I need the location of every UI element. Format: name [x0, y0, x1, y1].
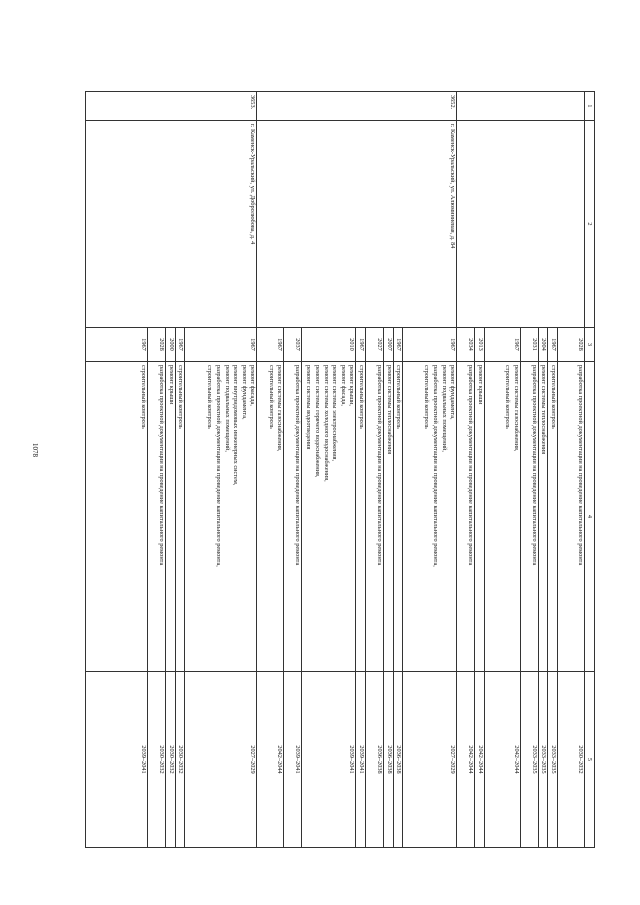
- row-number: [457, 92, 475, 121]
- row-address: [166, 121, 176, 328]
- row-address: [86, 121, 148, 328]
- table-row: [403, 92, 457, 848]
- row-period: 2042–2044: [257, 672, 284, 848]
- row-work: ремонт системы газоснабжения, строительный контроль: [257, 362, 284, 672]
- rotated-table-container: [85, 91, 595, 847]
- row-work: разработка проектной документации на проведение капитального ремонта: [520, 362, 538, 672]
- row-period: 2042–2044: [457, 672, 475, 848]
- row-year: 2031: [520, 328, 538, 362]
- row-work: разработка проектной документации на проведение капитального ремонта: [148, 362, 166, 672]
- row-address: [384, 121, 394, 328]
- row-year: 1967: [185, 328, 257, 362]
- row-address: [302, 121, 356, 328]
- row-number: [393, 92, 403, 121]
- row-number: [302, 92, 356, 121]
- row-number: 3652.: [403, 92, 457, 121]
- row-year: 1967: [484, 328, 520, 362]
- table-row: [393, 92, 403, 848]
- row-year: 2000: [166, 328, 176, 362]
- row-address: [356, 121, 366, 328]
- table-row: [366, 92, 384, 848]
- row-year: 2028: [148, 328, 166, 362]
- row-year: 1967: [356, 328, 366, 362]
- row-year: 1967: [548, 328, 558, 362]
- table-row: [148, 92, 166, 848]
- row-period: 2030–2032: [175, 672, 185, 848]
- row-number: [166, 92, 176, 121]
- header-col-3: 3: [585, 328, 595, 362]
- row-address: [520, 121, 538, 328]
- row-number: [520, 92, 538, 121]
- row-period: 2039–2041: [356, 672, 366, 848]
- row-work: ремонт системы газоснабжения, строительный контроль: [484, 362, 520, 672]
- row-work: ремонт крыши: [475, 362, 485, 672]
- row-period: 2036–2038: [393, 672, 403, 848]
- row-period: 2033–2035: [538, 672, 548, 848]
- row-period: 2039–2041: [86, 672, 148, 848]
- row-work: разработка проектной документации на проведение капитального ремонта: [558, 362, 585, 672]
- row-address: [558, 121, 585, 328]
- row-address: [148, 121, 166, 328]
- row-work: разработка проектной документации на проведение капитального ремонта: [284, 362, 302, 672]
- row-address: [257, 121, 284, 328]
- table-row: [384, 92, 394, 848]
- row-address: [175, 121, 185, 328]
- row-address: [538, 121, 548, 328]
- row-number: [366, 92, 384, 121]
- header-col-1: 1: [585, 92, 595, 121]
- row-number: [384, 92, 394, 121]
- row-work: строительный контроль: [86, 362, 148, 672]
- row-number: [148, 92, 166, 121]
- table-row: [257, 92, 284, 848]
- row-address: [366, 121, 384, 328]
- row-period: 2033–2035: [520, 672, 538, 848]
- table-row: [86, 92, 148, 848]
- table-row: [484, 92, 520, 848]
- row-address: [284, 121, 302, 328]
- row-period: 2027–2029: [403, 672, 457, 848]
- table-row: [475, 92, 485, 848]
- header-row: [585, 92, 595, 848]
- row-year: 2007: [384, 328, 394, 362]
- row-year: 2037: [284, 328, 302, 362]
- row-number: [356, 92, 366, 121]
- row-work: ремонт крыши: [166, 362, 176, 672]
- row-work: ремонт системы теплоснабжения: [384, 362, 394, 672]
- row-address: [393, 121, 403, 328]
- row-year: 2010: [302, 328, 356, 362]
- row-work: строительный контроль: [393, 362, 403, 672]
- row-number: [484, 92, 520, 121]
- header-col-4: 4: [585, 362, 595, 672]
- row-address: [484, 121, 520, 328]
- row-year: 1967: [175, 328, 185, 362]
- row-work: ремонт системы теплоснабжения: [538, 362, 548, 672]
- row-number: [558, 92, 585, 121]
- page-number: 1078: [31, 443, 39, 457]
- row-work: ремонт крыши, ремонт фасада, ремонт системы электроснабжения, ремонт системы холодного водоснабжения, ремонт системы горячего водоснабжения, ремонт системы водоотведения: [302, 362, 356, 672]
- table-row: [302, 92, 356, 848]
- row-period: 2039–2041: [302, 672, 356, 848]
- table-row: [457, 92, 475, 848]
- table-row: [175, 92, 185, 848]
- row-year: 2034: [457, 328, 475, 362]
- row-work: строительный контроль: [548, 362, 558, 672]
- table-row: [548, 92, 558, 848]
- row-number: [284, 92, 302, 121]
- row-number: [257, 92, 284, 121]
- row-year: 2028: [558, 328, 585, 362]
- row-period: 2030–2032: [558, 672, 585, 848]
- row-work: разработка проектной документации на проведение капитального ремонта: [366, 362, 384, 672]
- header-col-2: 2: [585, 121, 595, 328]
- row-work: строительный контроль: [356, 362, 366, 672]
- table-row: [520, 92, 538, 848]
- row-number: [86, 92, 148, 121]
- row-year: 2027: [366, 328, 384, 362]
- row-address: г. Каменск-Уральский, ул. Алюминиевая, д. 84: [403, 121, 457, 328]
- row-number: [175, 92, 185, 121]
- row-year: 2004: [538, 328, 548, 362]
- row-period: 2042–2044: [484, 672, 520, 848]
- row-year: 1967: [257, 328, 284, 362]
- row-number: [548, 92, 558, 121]
- row-period: 2033–2035: [548, 672, 558, 848]
- table-row: [558, 92, 585, 848]
- table-row: [185, 92, 257, 848]
- row-number: [475, 92, 485, 121]
- row-address: [457, 121, 475, 328]
- row-period: 2039–2041: [284, 672, 302, 848]
- row-work: строительный контроль: [175, 362, 185, 672]
- row-work: ремонт фасада, ремонт фундамента, ремонт внутридомовых инженерных систем, ремонт подвальных помещений, разработка проектной документации на проведение капитального ремонта, строительный контроль: [185, 362, 257, 672]
- table-row: [356, 92, 366, 848]
- row-year: 1967: [86, 328, 148, 362]
- row-work: ремонт фундамента, ремонт подвальных помещений, разработка проектной документации на проведение капитального ремонта, строительный контроль: [403, 362, 457, 672]
- row-address: [548, 121, 558, 328]
- row-period: 2036–2038: [384, 672, 394, 848]
- row-year: 1967: [403, 328, 457, 362]
- table-row: [538, 92, 548, 848]
- row-work: разработка проектной документации на проведение капитального ремонта: [457, 362, 475, 672]
- row-year: 2013: [475, 328, 485, 362]
- row-period: 2027–2029: [185, 672, 257, 848]
- repair-schedule-table: [85, 91, 595, 848]
- row-period: 2042–2044: [475, 672, 485, 848]
- row-address: [475, 121, 485, 328]
- row-number: 3653.: [185, 92, 257, 121]
- row-number: [538, 92, 548, 121]
- header-col-5: 5: [585, 672, 595, 848]
- row-period: 2030–2032: [166, 672, 176, 848]
- row-period: 2030–2032: [148, 672, 166, 848]
- table-row: [284, 92, 302, 848]
- table-row: [166, 92, 176, 848]
- row-year: 1967: [393, 328, 403, 362]
- row-address: г. Каменск-Уральский, ул. Добролюбова, д. 4: [185, 121, 257, 328]
- row-period: 2036–2038: [366, 672, 384, 848]
